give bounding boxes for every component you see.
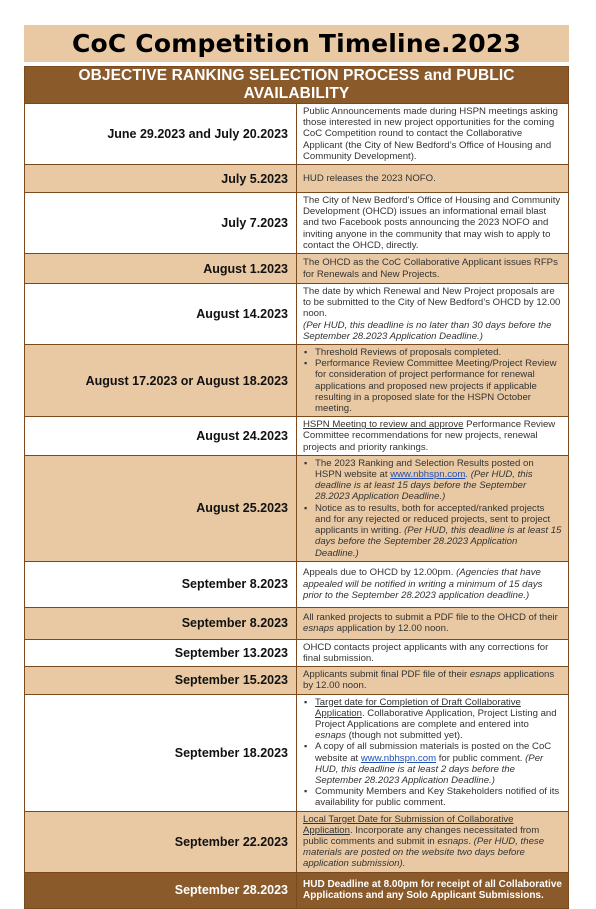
- row-description: [297, 694, 569, 811]
- row-date: September 13.2023: [25, 639, 297, 666]
- row-date: June 29.2023 and July 20.2023: [25, 104, 297, 165]
- bullet-text: (though not submitted yet).: [345, 730, 463, 742]
- bullet-text: Notice as to results, both for accepted/ranked projects and for any rejected or reduced projects, sent to project applicants in writing.: [315, 502, 551, 537]
- row-date: August 25.2023: [25, 455, 297, 561]
- row-text: Applicants submit final PDF file of their: [303, 669, 470, 681]
- bullet-item: [315, 741, 562, 786]
- row-underlined-text: HSPN Meeting to review and approve: [303, 419, 464, 431]
- table-row: [25, 561, 569, 607]
- bullet-item: [315, 503, 562, 559]
- row-text: All ranked projects to submit a PDF file to the OHCD of their: [303, 612, 558, 623]
- table-row: [25, 254, 569, 284]
- hspn-website-link[interactable]: www.nbhspn.com: [390, 469, 466, 481]
- row-description: [297, 284, 569, 345]
- row-date: July 7.2023: [25, 193, 297, 254]
- table-row: [25, 284, 569, 345]
- row-date: July 5.2023: [25, 165, 297, 193]
- bullet-item: ▪ Performance Review Committee Meeting/Project Review for consideration of project performance for renewal applications and proposed new projects if applicable resulting in a proposed slate for the HSPN October meeting.: [315, 358, 562, 414]
- row-date: September 8.2023: [25, 607, 297, 639]
- table-row: [25, 639, 569, 666]
- row-underlined-text: Local Target Date for Submission of Collaborative Application: [303, 813, 514, 836]
- table-row: [25, 607, 569, 639]
- row-date: August 1.2023: [25, 254, 297, 284]
- row-description: [297, 345, 569, 417]
- table-row: [25, 872, 569, 908]
- bullet-emphasis: esnaps: [315, 730, 346, 742]
- table-header: OBJECTIVE RANKING SELECTION PROCESS and PUBLIC AVAILABILITY: [25, 67, 569, 104]
- table-row: [25, 694, 569, 811]
- row-description: [297, 417, 569, 456]
- table-row: [25, 811, 569, 872]
- table-row: [25, 667, 569, 694]
- hspn-website-link[interactable]: www.nbhspn.com: [360, 752, 437, 764]
- row-text: Appeals due to OHCD by 12.00pm.: [303, 567, 457, 579]
- bullet-text: for public comment.: [436, 752, 526, 764]
- row-date: September 22.2023: [25, 811, 297, 872]
- row-note: (Agencies that have appealed will be notified in writing a minimum of 15 days prior to the September 28.2023 application deadline.): [303, 567, 543, 601]
- table-row: [25, 417, 569, 456]
- title-banner: [24, 25, 569, 62]
- row-description: The OHCD as the CoC Collaborative Applicant issues RFPs for Renewals and New Projects.: [297, 254, 569, 284]
- table-row: [25, 345, 569, 417]
- row-text: .: [468, 835, 474, 847]
- row-description: [297, 811, 569, 872]
- row-date: August 14.2023: [25, 284, 297, 345]
- row-description: [297, 455, 569, 561]
- row-emphasis: esnaps: [469, 669, 501, 681]
- row-description: [297, 561, 569, 607]
- row-text: applications by 12.00 noon.: [303, 669, 555, 692]
- row-description: HUD Deadline at 8.00pm for receipt of all Collaborative Applications and any Solo Applicant Submissions.: [297, 872, 569, 908]
- bullet-note: (Per HUD, this deadline is at least 2 days before the September 28.2023 Application Deadline.): [315, 752, 544, 786]
- bullet-underlined-text: Target date for Completion of Draft Collaborative Application: [315, 696, 521, 719]
- row-description: OHCD contacts project applicants with any corrections for final submission.: [297, 639, 569, 666]
- bullet-text: A copy of all submission materials is posted on the CoC website at: [315, 741, 552, 764]
- row-note: (Per HUD, this deadline is no later than 30 days before the September 28.2023 Application Deadline.): [303, 319, 552, 342]
- row-description: HUD releases the 2023 NOFO.: [297, 165, 569, 193]
- row-date: September 15.2023: [25, 667, 297, 694]
- bullet-item: ▪ Threshold Reviews of proposals completed.: [315, 347, 562, 358]
- bullet-text: The 2023 Ranking and Selection Results posted on HSPN website at: [315, 457, 534, 481]
- timeline-table: [24, 66, 569, 909]
- row-date: September 8.2023: [25, 561, 297, 607]
- row-description: The City of New Bedford’s Office of Housing and Community Development (OHCD) issues an informational email blast and two Facebook posts announcing the 2023 NOFO and inviting anyone in the community that may wish to apply to contact the OHCD, directly.: [297, 193, 569, 254]
- row-description: [297, 667, 569, 694]
- table-row: [25, 455, 569, 561]
- bullet-item: [315, 697, 562, 742]
- row-date: September 18.2023: [25, 694, 297, 811]
- row-description: Public Announcements made during HSPN meetings asking those interested in new project opportunities for the coming CoC Competition round to contact the Collaborative Applicant (the City of New Bedford’s Office of Housing and Community Development).: [297, 104, 569, 165]
- page-title: CoC Competition Timeline.2023: [71, 29, 522, 58]
- row-emphasis: esnaps: [303, 623, 334, 635]
- table-row: [25, 165, 569, 193]
- bullet-note: . (Per HUD, this deadline is at least 15 days before the September 28.2023 Application Deadline.): [315, 469, 533, 503]
- row-text: The date by which Renewal and New Project proposals are to be submitted to the City of New Bedford’s OHCD by 12.00 noon.: [303, 286, 561, 320]
- row-date: September 28.2023: [25, 872, 297, 908]
- table-row: [25, 193, 569, 254]
- row-date: August 17.2023 or August 18.2023: [25, 345, 297, 417]
- row-emphasis: esnaps: [437, 835, 469, 847]
- row-date: August 24.2023: [25, 417, 297, 456]
- row-text: application by 12.00 noon.: [333, 623, 449, 635]
- row-text: . Incorporate any changes necessitated from public comments and submit in: [303, 824, 540, 847]
- row-note: (Per HUD, these materials are posted on the website two days before application submission).: [303, 835, 545, 870]
- row-text: Performance Review Committee recommendations for new projects, renewal projects and priority rankings.: [303, 419, 556, 453]
- bullet-item: [315, 458, 562, 503]
- bullet-text: . Collaborative Application, Project Listing and Project Applications are complete and entered into: [315, 707, 557, 730]
- table-row: [25, 104, 569, 165]
- bullet-item: ▪ Community Members and Key Stakeholders notified of its availability for public comment.: [315, 786, 562, 808]
- bullet-note: (Per HUD, this deadline is at least 15 days before the September 28.2023 Application Deadline.): [315, 525, 562, 559]
- table-header-row: [25, 67, 569, 104]
- row-description: [297, 607, 569, 639]
